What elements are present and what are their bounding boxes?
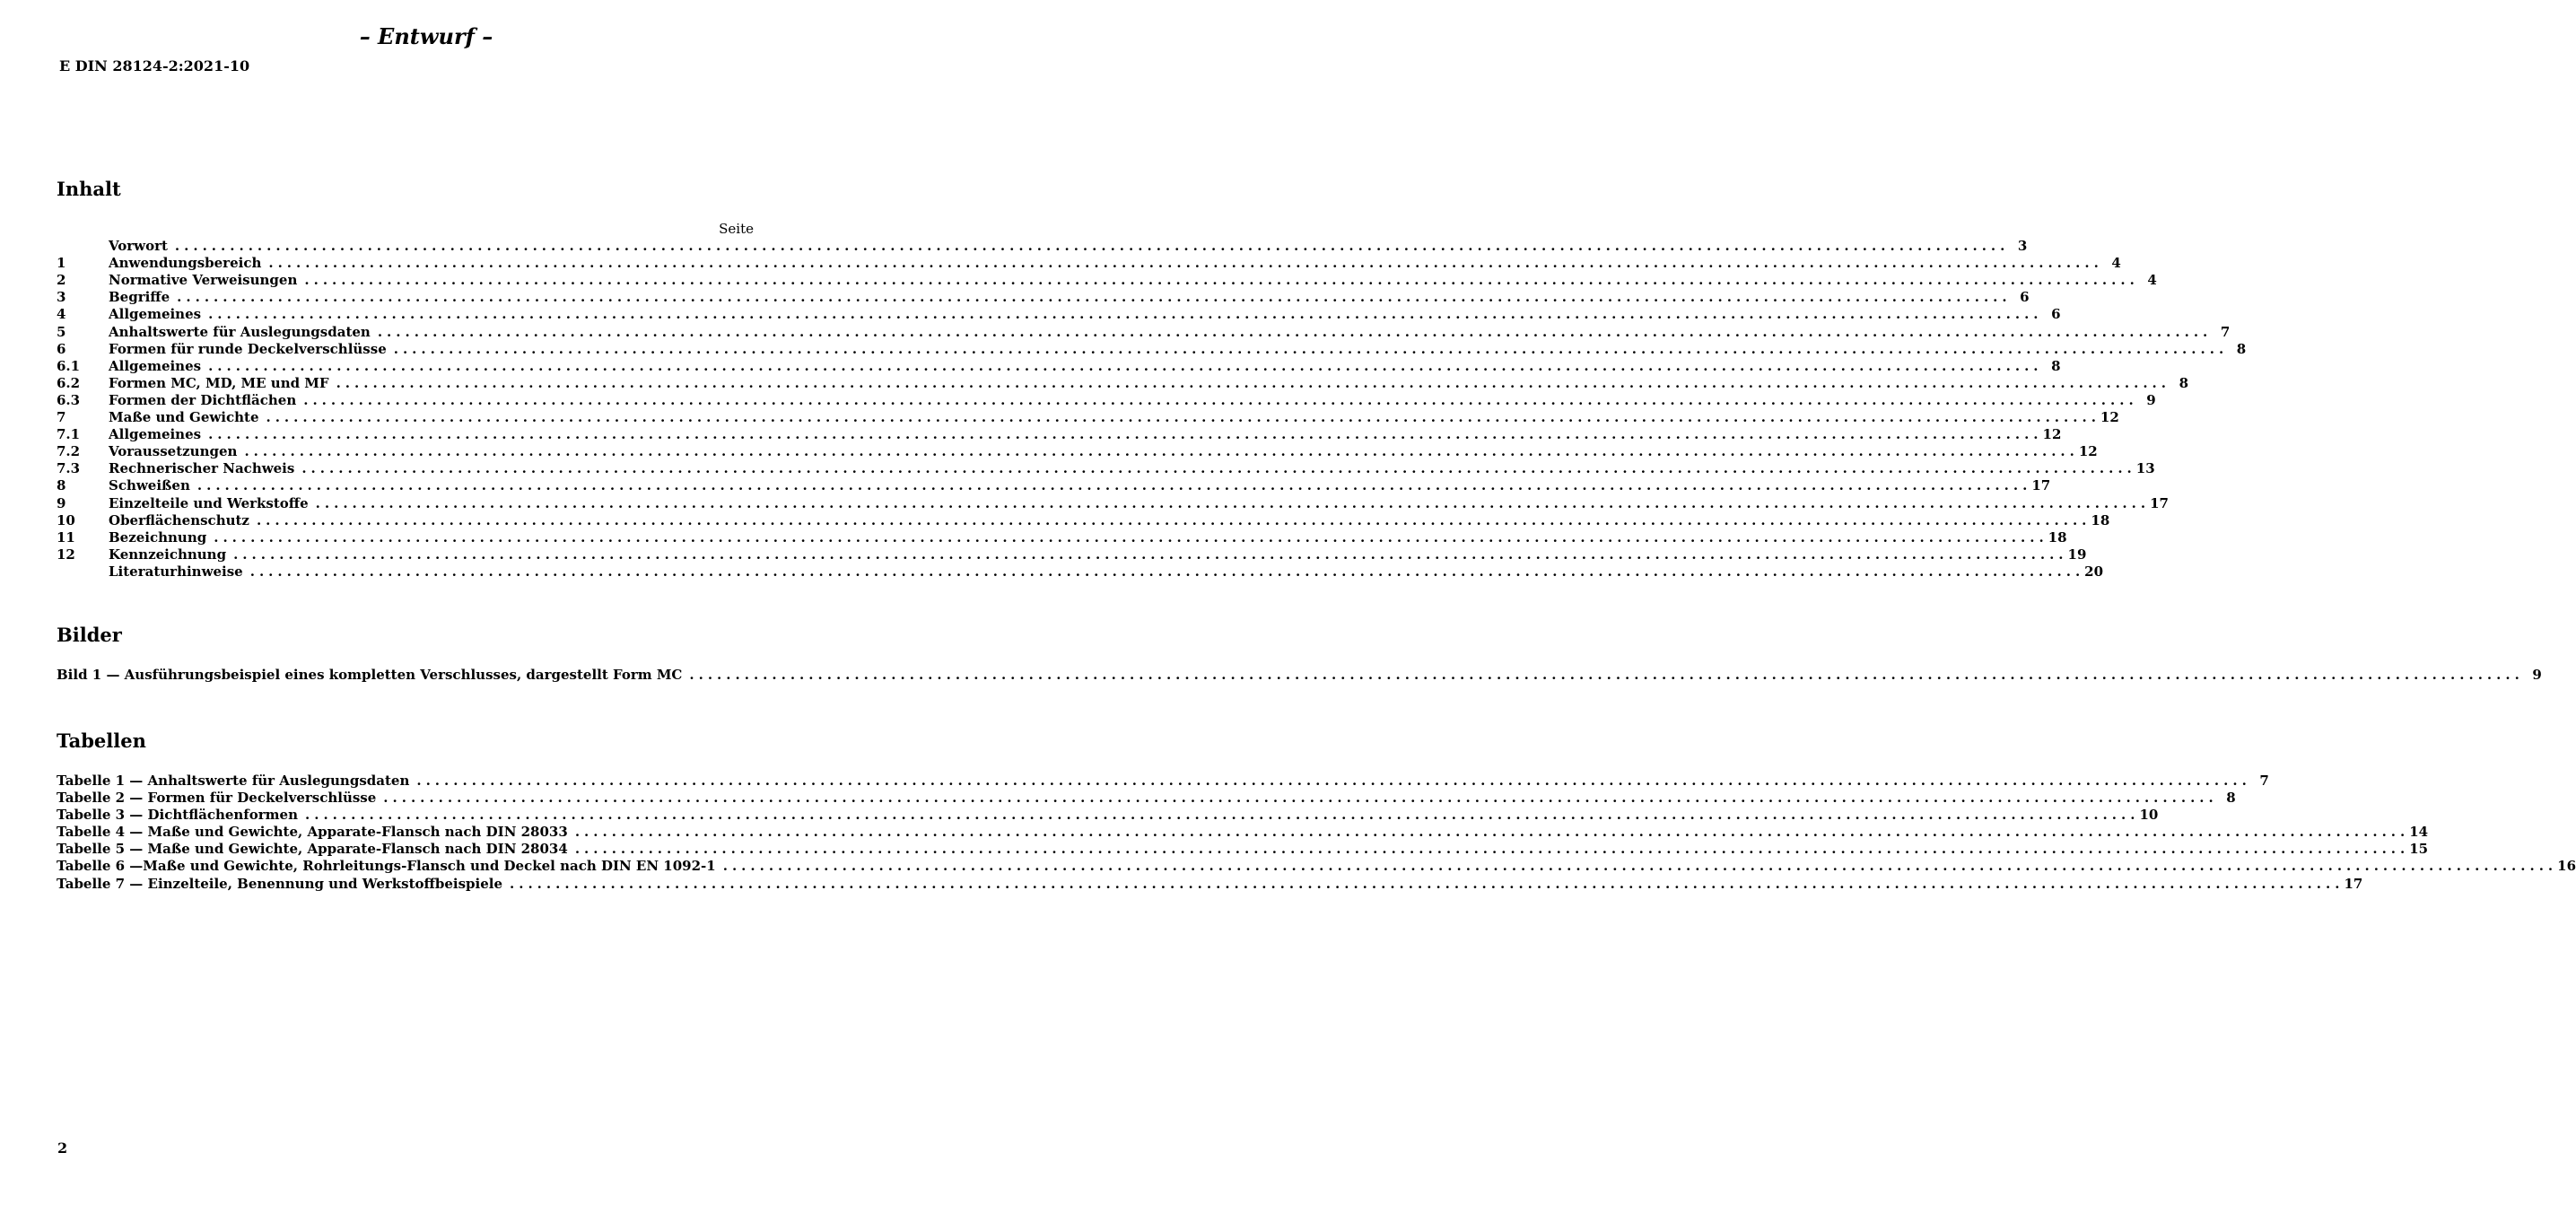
toc-entry-number: 8 (57, 477, 66, 494)
toc-entry-title: Formen MC, MD, ME und MF (109, 374, 329, 391)
tables-heading: Tabellen (57, 729, 146, 752)
toc-entry-title: Kennzeichnung (109, 546, 227, 563)
toc-entry-number: 11 (57, 528, 75, 546)
toc-entry-page: 20 (2084, 563, 2104, 580)
toc-dot-leader: ........................................................................................................................................................................................................ (268, 255, 2103, 272)
figures-heading: Bilder (57, 624, 122, 646)
toc-entry-page: 13 (2135, 460, 2155, 477)
toc-entry-title: Schweißen (109, 477, 190, 494)
toc-entry-title: Tabelle 7 — Einzelteile, Benennung und Werkstoffbeispiele (57, 875, 502, 892)
toc-entry[interactable] (57, 790, 2236, 807)
toc-entry[interactable] (57, 340, 2247, 358)
toc-entry[interactable] (57, 255, 2121, 272)
toc-entry-title: Tabelle 4 — Maße und Gewichte, Apparate-Flansch nach DIN 28033 (57, 824, 568, 841)
toc-entry-number: 7.3 (57, 460, 81, 477)
contents-list (57, 221, 2247, 581)
toc-entry-title: Maße und Gewichte (109, 409, 259, 426)
toc-dot-leader: ........................................................................................................................................................................................................ (416, 773, 2251, 789)
toc-entry-number: 4 (57, 306, 66, 323)
toc-entry-title: Formen der Dichtflächen (109, 391, 297, 408)
toc-entry-title: Anhaltswerte für Auslegungsdaten (109, 323, 371, 340)
tables-list (57, 773, 2576, 893)
toc-entry-page: 8 (2236, 340, 2247, 357)
toc-dot-leader: ........................................................................................................................................................................................................ (249, 563, 2085, 580)
toc-entry[interactable] (57, 443, 2098, 460)
toc-entry[interactable] (57, 460, 2155, 477)
toc-entry-page: 8 (2051, 357, 2061, 374)
toc-entry-number: 9 (57, 494, 66, 511)
toc-entry[interactable] (57, 494, 2169, 512)
toc-dot-leader: ........................................................................................................................................................................................................ (244, 443, 2079, 460)
toc-entry-page: 4 (2147, 272, 2157, 289)
toc-entry-title: Literaturhinweise (109, 563, 243, 580)
toc-dot-leader: ........................................................................................................................................................................................................ (214, 528, 2048, 546)
page-column-label: Seite (719, 221, 754, 237)
toc-entry-page: 16 (2557, 858, 2576, 875)
toc-entry-title: Tabelle 2 — Formen für Deckelverschlüsse (57, 790, 377, 807)
toc-entry-number: 3 (57, 289, 66, 306)
toc-dot-leader: ........................................................................................................................................................................................................ (689, 667, 2524, 683)
toc-entry-page: 17 (2031, 477, 2051, 494)
toc-entry[interactable] (57, 409, 2119, 426)
toc-entry-page: 8 (2226, 790, 2236, 807)
toc-dot-leader: ........................................................................................................................................................................................................ (574, 841, 2410, 858)
toc-entry-title: Tabelle 5 — Maße und Gewichte, Apparate-Flansch nach DIN 28034 (57, 841, 568, 858)
toc-entry-title: Vorwort (109, 238, 168, 255)
toc-entry-title: Bild 1 — Ausführungsbeispiel eines kompletten Verschlusses, dargestellt Form MC (57, 667, 683, 683)
toc-entry-title: Tabelle 6 —Maße und Gewichte, Rohrleitungs-Flansch und Deckel nach DIN EN 1092-1 (57, 858, 716, 875)
toc-dot-leader: ........................................................................................................................................................................................................ (196, 477, 2032, 494)
toc-entry[interactable] (57, 391, 2156, 409)
toc-entry-page: 17 (2344, 875, 2363, 892)
toc-entry-number: 6.1 (57, 357, 81, 374)
toc-entry-title: Tabelle 3 — Dichtflächenformen (57, 807, 298, 824)
toc-entry-title: Tabelle 1 — Anhaltswerte für Auslegungsdaten (57, 773, 410, 789)
toc-entry-title: Rechnerischer Nachweis (109, 460, 295, 477)
toc-dot-leader: ........................................................................................................................................................................................................ (383, 790, 2218, 807)
toc-entry-title: Einzelteile und Werkstoffe (109, 494, 309, 511)
toc-entry[interactable] (57, 824, 2429, 841)
toc-dot-leader: ........................................................................................................................................................................................................ (208, 357, 2043, 374)
toc-entry-page: 18 (2091, 511, 2110, 528)
toc-entry-page: 8 (2179, 374, 2188, 391)
toc-dot-leader: ........................................................................................................................................................................................................ (304, 272, 2139, 289)
toc-dot-leader: ........................................................................................................................................................................................................ (336, 374, 2170, 391)
toc-dot-leader: ........................................................................................................................................................................................................ (393, 340, 2229, 357)
toc-entry-title: Bezeichnung (109, 528, 207, 546)
toc-entry-number: 12 (57, 546, 75, 563)
toc-dot-leader: ........................................................................................................................................................................................................ (233, 546, 2068, 563)
toc-entry-page: 12 (2100, 409, 2119, 426)
toc-entry[interactable] (57, 563, 2104, 581)
toc-entry-number: 7.1 (57, 426, 81, 443)
toc-entry-page: 7 (2259, 773, 2269, 789)
toc-entry-number: 1 (57, 255, 66, 272)
toc-dot-leader: ........................................................................................................................................................................................................ (256, 511, 2091, 528)
contents-heading: Inhalt (57, 178, 121, 200)
toc-entry[interactable] (57, 528, 2067, 546)
figures-list (57, 667, 2542, 684)
toc-entry-page: 14 (2409, 824, 2429, 841)
toc-entry[interactable] (57, 477, 2051, 494)
toc-dot-leader: ........................................................................................................................................................................................................ (574, 824, 2410, 841)
toc-entry-page: 3 (2017, 238, 2028, 255)
toc-entry[interactable] (57, 238, 2028, 255)
toc-entry-title: Formen für runde Deckelverschlüsse (109, 340, 387, 357)
toc-entry-number: 7 (57, 409, 66, 426)
toc-entry[interactable] (57, 289, 2030, 306)
page-number: 2 (57, 1140, 68, 1157)
document-id: E DIN 28124-2:2021-10 (59, 57, 250, 74)
toc-entry-page: 10 (2139, 807, 2159, 824)
toc-entry-title: Voraussetzungen (109, 443, 238, 460)
toc-entry-page: 6 (2051, 306, 2061, 323)
toc-entry[interactable] (57, 858, 2576, 875)
toc-entry[interactable] (57, 323, 2231, 341)
toc-entry-page: 18 (2048, 528, 2067, 546)
toc-entry[interactable] (57, 511, 2110, 529)
toc-entry-title: Normative Verweisungen (109, 272, 298, 289)
toc-entry-title: Allgemeines (109, 306, 202, 323)
toc-dot-leader: ........................................................................................................................................................................................................ (377, 323, 2213, 340)
toc-dot-leader: ........................................................................................................................................................................................................ (303, 391, 2138, 408)
toc-entry[interactable] (57, 667, 2542, 684)
toc-entry-page: 15 (2409, 841, 2429, 858)
toc-dot-leader: ........................................................................................................................................................................................................ (315, 494, 2151, 511)
toc-dot-leader: ........................................................................................................................................................................................................ (266, 409, 2100, 426)
toc-dot-leader: ........................................................................................................................................................................................................ (510, 875, 2345, 892)
toc-entry-title: Anwendungsbereich (109, 255, 262, 272)
toc-entry-page: 19 (2067, 546, 2087, 563)
toc-dot-leader: ........................................................................................................................................................................................................ (301, 460, 2136, 477)
toc-dot-leader: ........................................................................................................................................................................................................ (177, 289, 2012, 306)
toc-dot-leader: ........................................................................................................................................................................................................ (722, 858, 2558, 875)
toc-entry-number: 2 (57, 272, 66, 289)
toc-entry[interactable] (57, 374, 2188, 392)
toc-entry-number: 7.2 (57, 443, 81, 460)
toc-entry-page: 9 (2146, 391, 2156, 408)
toc-entry-number: 6.3 (57, 391, 81, 408)
toc-entry[interactable] (57, 875, 2363, 893)
toc-entry-title: Allgemeines (109, 357, 202, 374)
toc-dot-leader: ........................................................................................................................................................................................................ (208, 426, 2043, 443)
toc-entry[interactable] (57, 306, 2061, 323)
toc-entry-number: 6 (57, 340, 66, 357)
toc-entry[interactable] (57, 773, 2269, 790)
toc-entry-page: 7 (2220, 323, 2231, 340)
toc-entry[interactable] (57, 841, 2429, 858)
toc-entry-page: 9 (2532, 667, 2542, 683)
toc-dot-leader: ........................................................................................................................................................................................................ (305, 807, 2140, 824)
toc-dot-leader: ........................................................................................................................................................................................................ (208, 306, 2043, 323)
toc-entry[interactable] (57, 546, 2087, 563)
toc-entry-title: Allgemeines (109, 426, 202, 443)
toc-entry-page: 6 (2020, 289, 2030, 306)
toc-dot-leader: ........................................................................................................................................................................................................ (174, 238, 2010, 255)
draft-watermark: – Entwurf – (359, 23, 493, 49)
toc-entry[interactable] (57, 272, 2157, 289)
toc-entry-page: 12 (2078, 443, 2098, 460)
toc-entry-page: 12 (2042, 426, 2062, 443)
toc-entry[interactable] (57, 426, 2062, 443)
toc-entry-page: 4 (2111, 255, 2121, 272)
toc-entry-page: 17 (2150, 494, 2169, 511)
toc-entry-title: Oberflächenschutz (109, 511, 249, 528)
toc-entry-number: 5 (57, 323, 66, 340)
toc-entry-number: 10 (57, 511, 75, 528)
toc-entry-number: 6.2 (57, 374, 81, 391)
toc-entry-title: Begriffe (109, 289, 170, 306)
toc-entry[interactable] (57, 357, 2061, 375)
toc-entry[interactable] (57, 807, 2159, 824)
